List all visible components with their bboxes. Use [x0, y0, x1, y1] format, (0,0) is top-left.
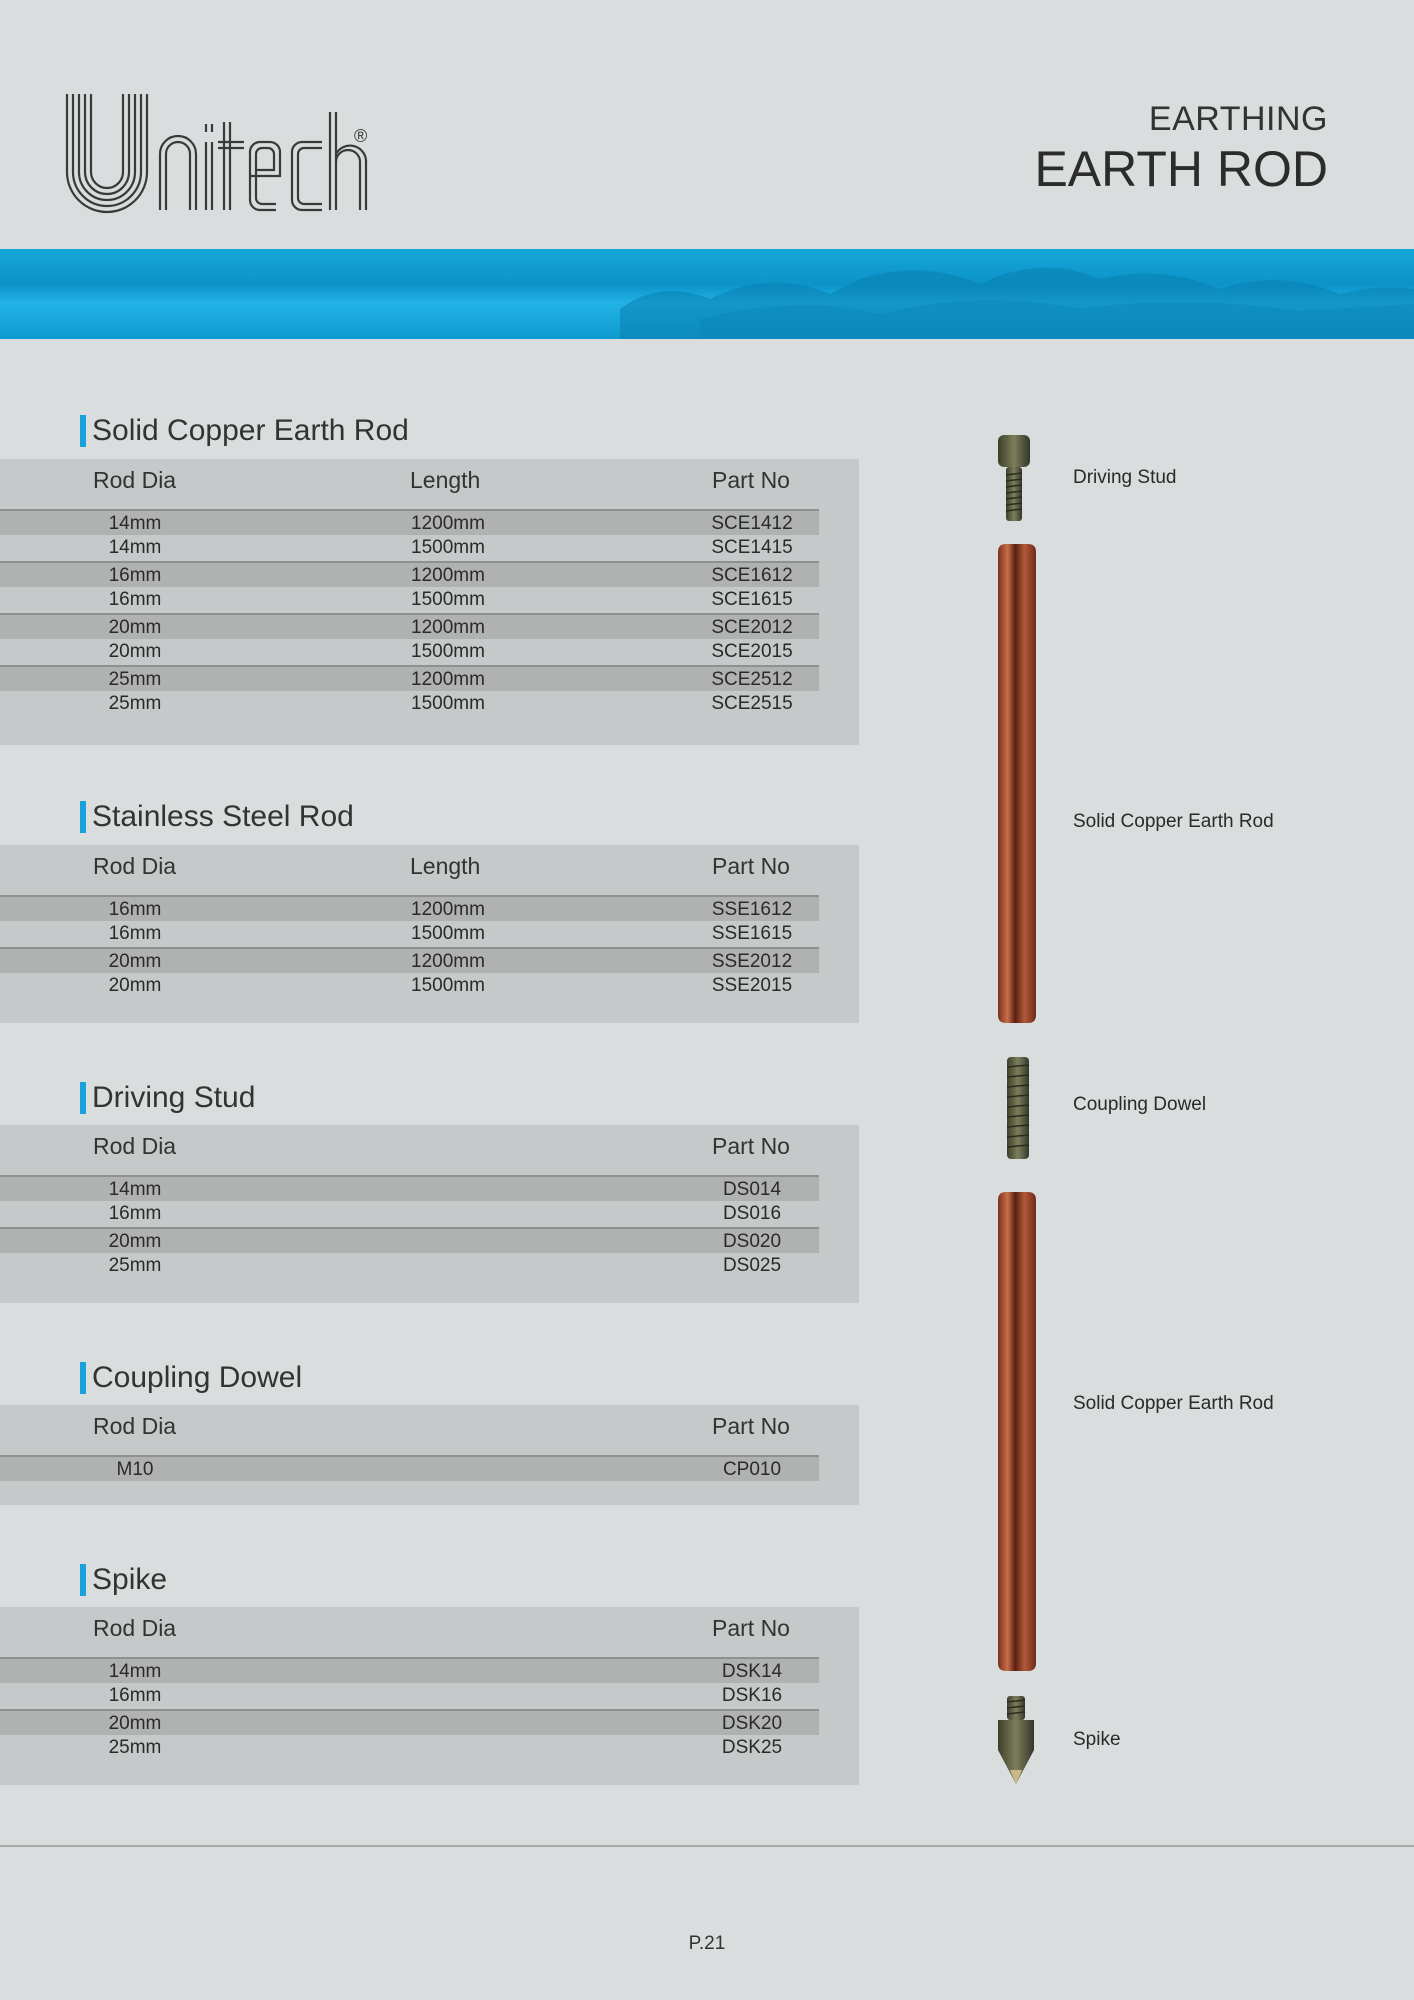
- table-row: 16mm 1500mm SCE1615: [108, 589, 793, 610]
- driving-stud-image: [990, 433, 1046, 525]
- table-row: 25mm DS025: [108, 1255, 782, 1276]
- section-title-spike: Spike: [80, 1564, 167, 1596]
- section-title-driving-stud: Driving Stud: [80, 1082, 255, 1114]
- label-driving-stud: Driving Stud: [1073, 467, 1177, 488]
- table-row: 20mm DS020: [0, 1227, 819, 1253]
- registered-mark: ®: [354, 126, 368, 146]
- col-header-rod-dia: Rod Dia: [93, 1413, 177, 1439]
- col-header-part-no: Part No: [712, 1413, 790, 1439]
- header-category: EARTHING: [1148, 100, 1328, 138]
- coupling-dowel-image: [1004, 1055, 1034, 1161]
- table-driving-stud: [0, 1125, 859, 1303]
- table-row: 20mm 1500mm SSE2015: [108, 975, 793, 996]
- table-row: 14mm DS014: [0, 1175, 819, 1201]
- col-header-length: Length: [410, 467, 481, 493]
- col-header-rod-dia: Rod Dia: [93, 1615, 177, 1641]
- table-row: 20mm 1500mm SCE2015: [108, 641, 793, 662]
- unitech-logo: [64, 92, 384, 217]
- table-row: 25mm 1500mm SCE2515: [108, 693, 793, 714]
- col-header-part-no: Part No: [712, 853, 790, 879]
- table-row: 14mm 1500mm SCE1415: [108, 537, 793, 558]
- table-row: 14mm DSK14: [0, 1657, 819, 1683]
- table-stainless-rod: [0, 845, 859, 1023]
- table-row: 16mm DS016: [108, 1203, 782, 1224]
- spike-image: [994, 1694, 1044, 1786]
- table-row: 20mm DSK20: [0, 1709, 819, 1735]
- page-number: P.21: [688, 1933, 726, 1954]
- table-coupling-dowel: [0, 1405, 859, 1505]
- table-spike: [0, 1607, 859, 1785]
- section-title-stainless-rod: Stainless Steel Rod: [80, 801, 354, 833]
- table-row: 16mm 1200mm SSE1612: [0, 895, 819, 921]
- table-row: 14mm 1200mm SCE1412: [0, 509, 819, 535]
- table-row: 20mm 1200mm SCE2012: [0, 613, 819, 639]
- table-row: 16mm 1200mm SCE1612: [0, 561, 819, 587]
- header-title: EARTH ROD: [1034, 141, 1328, 197]
- col-header-part-no: Part No: [712, 1615, 790, 1641]
- col-header-rod-dia: Rod Dia: [93, 853, 177, 879]
- table-row: 25mm 1200mm SCE2512: [0, 665, 819, 691]
- footer-divider: [0, 1845, 1414, 1847]
- label-spike: Spike: [1073, 1729, 1121, 1750]
- col-header-rod-dia: Rod Dia: [93, 1133, 177, 1159]
- col-header-part-no: Part No: [712, 1133, 790, 1159]
- copper-rod-image-2: [994, 1190, 1044, 1673]
- col-header-part-no: Part No: [712, 467, 790, 493]
- table-row: 16mm 1500mm SSE1615: [108, 923, 793, 944]
- table-row: 16mm DSK16: [108, 1685, 783, 1706]
- table-row: 20mm 1200mm SSE2012: [0, 947, 819, 973]
- label-copper-rod-2: Solid Copper Earth Rod: [1073, 1393, 1274, 1414]
- table-row: 25mm DSK25: [108, 1737, 783, 1758]
- section-title-copper-rod: Solid Copper Earth Rod: [80, 415, 409, 447]
- col-header-length: Length: [410, 853, 481, 879]
- table-row: M10 CP010: [0, 1455, 819, 1481]
- banner-skyline: [620, 249, 1414, 339]
- table-copper-rod: [0, 459, 859, 745]
- col-header-rod-dia: Rod Dia: [93, 467, 177, 493]
- label-coupling-dowel: Coupling Dowel: [1073, 1094, 1207, 1115]
- copper-rod-image-1: [994, 542, 1044, 1025]
- header-banner: [0, 249, 1414, 339]
- label-copper-rod-1: Solid Copper Earth Rod: [1073, 811, 1274, 832]
- section-title-coupling-dowel: Coupling Dowel: [80, 1362, 302, 1394]
